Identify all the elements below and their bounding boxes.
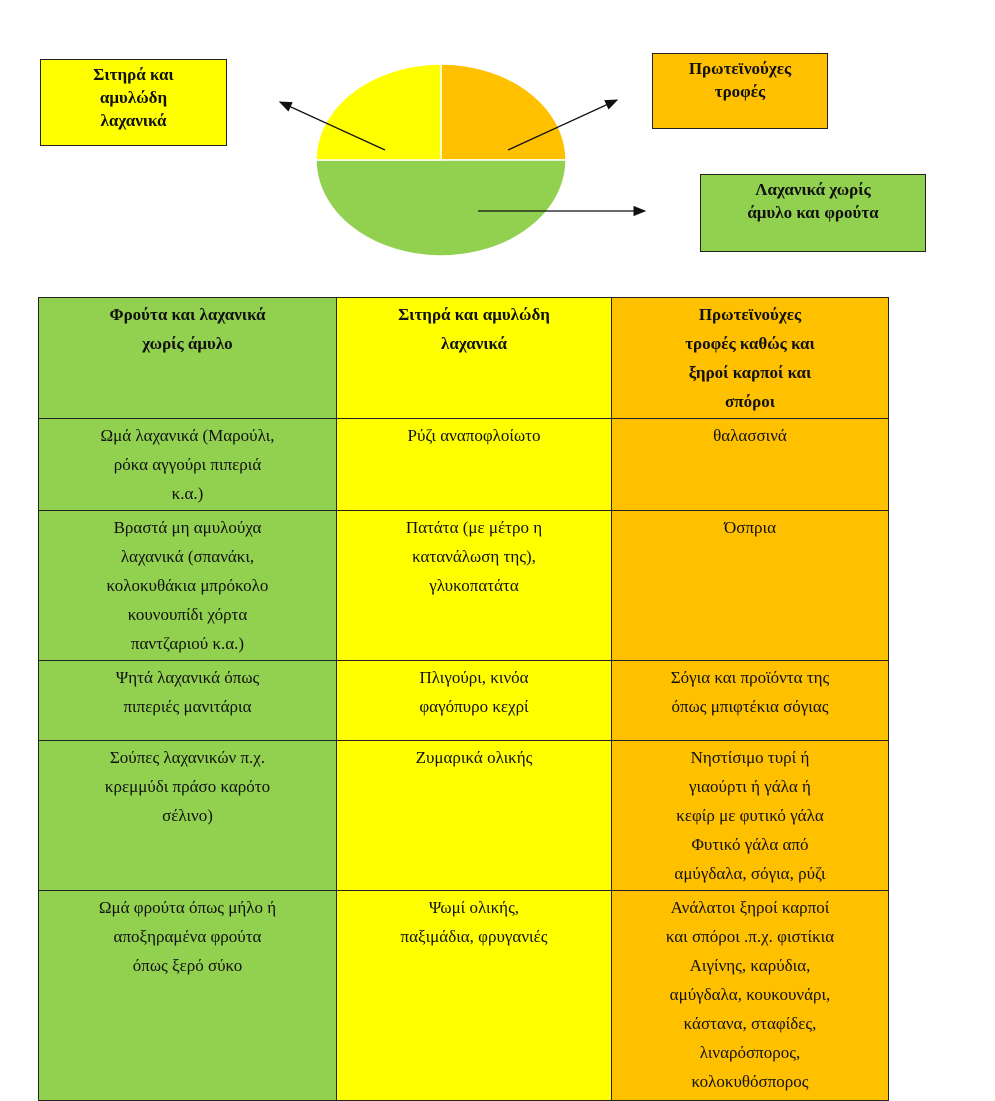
label-cereals: Σιτηρά και αμυλώδη λαχανικά <box>40 59 227 146</box>
table-cell: Ωμά λαχανικά (Μαρούλι, ρόκα αγγούρι πιπεριά κ.α.) <box>39 419 337 511</box>
table-row <box>39 891 889 1101</box>
header-vegetables: Φρούτα και λαχανικά χωρίς άμυλο <box>39 298 337 419</box>
header-protein: Πρωτεϊνούχες τροφές καθώς και ξηροί καρποί και σπόροι <box>612 298 889 419</box>
table-cell: Πατάτα (με μέτρο η κατανάλωση της), γλυκοπατάτα <box>337 511 612 661</box>
label-vegetables: Λαχανικά χωρίς άμυλο και φρούτα <box>700 174 926 252</box>
header-cereals: Σιτηρά και αμυλώδη λαχανικά <box>337 298 612 419</box>
table-cell: Βραστά μη αμυλούχα λαχανικά (σπανάκι, κολοκυθάκια μπρόκολο κουνουπίδι χόρτα παντζαριού κ.α.) <box>39 511 337 661</box>
table-cell: Σόγια και προϊόντα της όπως μπιφτέκια σόγιας <box>612 661 889 741</box>
pie-slice-vegetables <box>316 160 566 256</box>
label-protein: Πρωτεϊνούχες τροφές <box>652 53 828 129</box>
table-cell: Πλιγούρι, κινόα φαγόπυρο κεχρί <box>337 661 612 741</box>
table-cell: θαλασσινά <box>612 419 889 511</box>
table-cell: Νηστίσιμο τυρί ή γιαούρτι ή γάλα ή κεφίρ με φυτικό γάλα Φυτικό γάλα από αμύγδαλα, σόγια, ρύζι <box>612 741 889 891</box>
table-cell: Ανάλατοι ξηροί καρποί και σπόροι .π.χ. φιστίκια Αιγίνης, καρύδια, αμύγδαλα, κουκουνάρι, κάστανα, σταφίδες, λιναρόσπορος, κολοκυθόσπορος <box>612 891 889 1101</box>
table-cell: Ωμά φρούτα όπως μήλο ή αποξηραμένα φρούτα όπως ξερό σύκο <box>39 891 337 1101</box>
table-cell: Σούπες λαχανικών π.χ. κρεμμύδι πράσο καρότο σέλινο) <box>39 741 337 891</box>
table-row <box>39 419 889 511</box>
table-cell: Ψωμί ολικής, παξιμάδια, φρυγανιές <box>337 891 612 1101</box>
table-row <box>39 511 889 661</box>
table-cell: Ψητά λαχανικά όπως πιπεριές μανιτάρια <box>39 661 337 741</box>
table-cell: Ρύζι αναποφλοίωτο <box>337 419 612 511</box>
food-groups-table <box>38 297 889 1101</box>
pie-slice-protein <box>441 64 566 160</box>
table-header-row <box>39 298 889 419</box>
table-cell: Όσπρια <box>612 511 889 661</box>
table-row <box>39 741 889 891</box>
table-cell: Ζυμαρικά ολικής <box>337 741 612 891</box>
pie-slice-cereals <box>316 64 441 160</box>
table-row <box>39 661 889 741</box>
